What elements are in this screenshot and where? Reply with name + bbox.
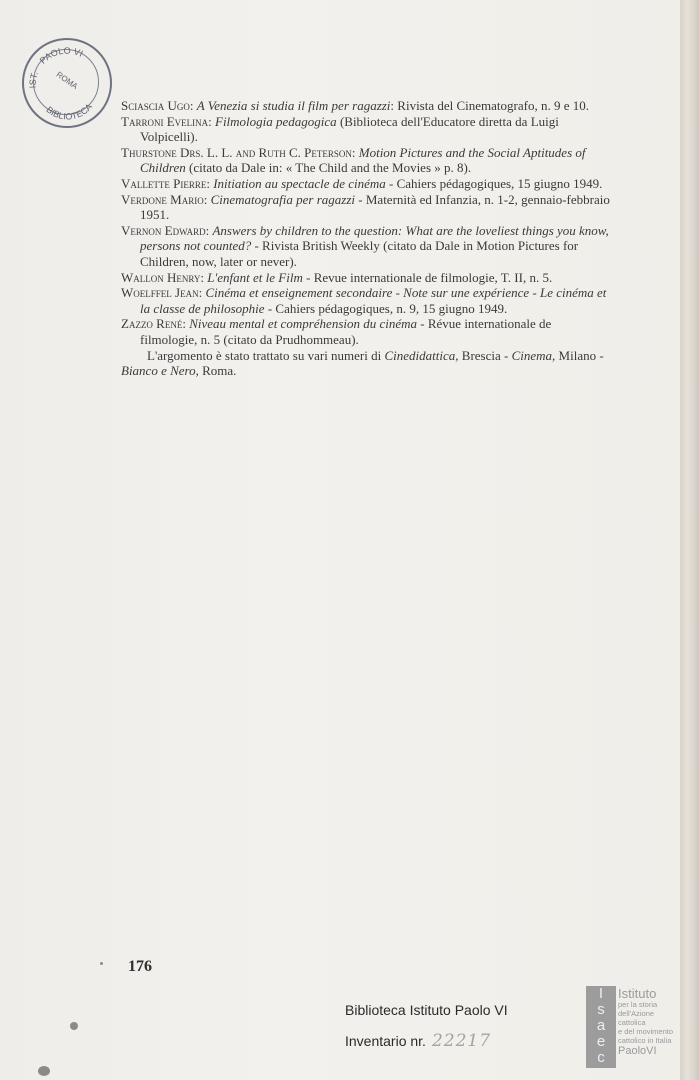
entry-title: Cinematografia per ragazzi (210, 191, 356, 207)
entry-author: Woelffel Jean: (121, 285, 203, 301)
logo-letter: a (596, 1017, 606, 1034)
note-journal: Cinema, (511, 347, 556, 363)
institute-logo-mark (586, 986, 616, 1068)
page-number: 176 (128, 958, 152, 975)
library-stamp (22, 38, 112, 128)
inventory-number: 22217 (431, 1031, 492, 1051)
paper-spot (38, 1066, 50, 1076)
entry-title: Niveau mental et compréhension du cinéma (189, 316, 418, 332)
note-text: Roma. (198, 363, 237, 379)
note-journal: Cinedidattica, (384, 347, 459, 363)
note-text: L'argomento è stato trattato su vari numeri di (147, 347, 385, 363)
logo-letter: s (597, 1001, 605, 1018)
entry-details: - Revue internationale de filmologie, T. II, n. 5. (302, 269, 553, 285)
library-label: Biblioteca Istituto Paolo VI (345, 1002, 508, 1018)
entry-details: (citato da Dale in: « The Child and the Movies » p. 8). (185, 160, 472, 176)
paper-spot (70, 1022, 78, 1030)
entry-details: - Cahiers pédagogiques, 15 giugno 1949. (385, 175, 603, 191)
logo-line: dell'Azione cattolica (618, 1009, 655, 1027)
bibliography-entry (121, 316, 611, 347)
note-journal: Bianco e Nero, (121, 363, 199, 379)
bibliography-entry (121, 114, 611, 145)
entry-author: Vernon Edward: (121, 222, 210, 238)
entry-title: A Venezia si studia il film per ragazzi (196, 98, 391, 113)
stamp-top-text: IST.PAOLO VI (27, 45, 85, 89)
note-text: Brescia - (458, 347, 512, 363)
inventory-label: Inventario nr. (345, 1033, 426, 1049)
logo-line: PaoloVI (618, 1045, 657, 1057)
bibliography-entry (121, 223, 611, 270)
logo-line: Istituto (618, 986, 657, 1001)
entry-title: L'enfant et le Film (207, 269, 303, 285)
entry-author: Verdone Mario: (121, 191, 208, 207)
entry-title: Cinéma et enseignement secondaire - Note sur une expérience - Le cinéma et la classe de philosophie (140, 285, 607, 316)
stamp-center-text: ROMA (54, 69, 80, 92)
inventory-line (345, 1031, 491, 1051)
entry-title: Motion Pictures and the Social Aptitudes of Children (140, 144, 586, 176)
entry-details: - Révue internationale de filmologie, n. 5 (citato da Prudhommeau). (140, 316, 552, 347)
bibliography-entry (121, 192, 611, 223)
entry-details: - Rivista British Weekly (citato da Dale in Motion Pictures for Children, now, later or never). (140, 238, 579, 269)
institute-logo-text (618, 987, 682, 1057)
entry-details: - Cahiers pédagogiques, n. 9, 15 giugno 1949. (264, 300, 508, 316)
bibliography-entry (121, 270, 611, 286)
logo-line: cattolico in Italia (618, 1036, 672, 1045)
entry-author: Vallette Pierre: (121, 175, 210, 191)
bibliography-entry (121, 176, 611, 192)
closing-note (121, 348, 611, 379)
entry-author: Wallon Henry: (121, 269, 205, 285)
page-edge (680, 0, 699, 1080)
logo-line: per la storia (618, 1000, 658, 1009)
entry-author: Sciascia Ugo: (121, 98, 194, 113)
entry-author: Tarroni Evelina: (121, 113, 212, 129)
bibliography-list (121, 98, 611, 379)
stamp-bottom-text: BIBLIOTECA (44, 101, 95, 122)
entry-details: - Maternità ed Infanzia, n. 1-2, gennaio-febbraio 1951. (140, 191, 610, 223)
entry-title: Answers by children to the question: What are the loveliest things you know, persons not counted? (140, 222, 609, 254)
logo-letter: I (598, 985, 604, 1002)
logo-letter: c (597, 1049, 605, 1066)
entry-author: Thurstone Drs. L. L. and Ruth C. Peterson: (121, 144, 356, 160)
bibliography-entry (121, 98, 611, 114)
logo-line: e del movimento (618, 1027, 674, 1036)
logo-letter: e (596, 1033, 606, 1050)
entry-details: (Biblioteca dell'Educatore diretta da Luigi Volpicelli). (140, 113, 559, 145)
entry-details: : Rivista del Cinematografo, n. 9 e 10. (390, 98, 589, 113)
note-text: Milano - (555, 347, 604, 363)
entry-title: Filmologia pedagogica (215, 113, 337, 129)
entry-author: Zazzo René: (121, 316, 186, 332)
entry-title: Initiation au spectacle de cinéma (213, 175, 386, 191)
bibliography-entry (121, 285, 611, 316)
paper-spot (100, 962, 103, 965)
bibliography-entry (121, 145, 611, 176)
